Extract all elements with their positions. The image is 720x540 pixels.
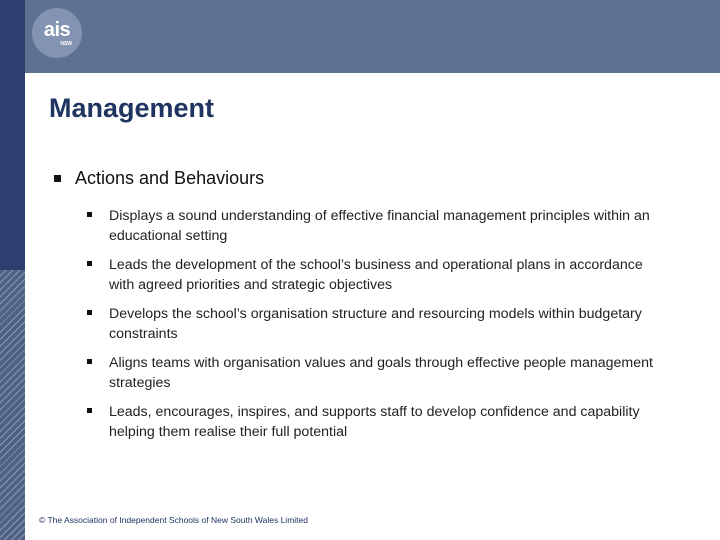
list-item-text: Aligns teams with organisation values and goals through effective people management strategies (109, 355, 653, 391)
list-item-text: Develops the school’s organisation structure and resourcing models within budgetary constraints (109, 306, 642, 342)
list-item (87, 256, 687, 295)
bullet-square-icon (54, 175, 61, 182)
list-item-text: Leads, encourages, inspires, and supports staff to develop confidence and capability helping them realise their full potential (109, 404, 640, 440)
bullet-square-icon (87, 408, 92, 413)
header-band (25, 0, 720, 73)
list-item-text: Leads the development of the school’s business and operational plans in accordance with agreed priorities and strategic objectives (109, 257, 643, 293)
sub-bullet-list (87, 207, 687, 452)
main-bullet-label: Actions and Behaviours (75, 168, 265, 188)
left-stripe-top (0, 0, 25, 270)
list-item (87, 207, 687, 246)
page-title: Management (49, 93, 215, 123)
list-item (87, 403, 687, 442)
bullet-square-icon (87, 261, 92, 266)
list-item (87, 305, 687, 344)
list-item (87, 354, 687, 393)
list-item-text: Displays a sound understanding of effective financial management principles within an educational setting (109, 208, 650, 244)
footer-copyright: © The Association of Independent Schools of New South Wales Limited (39, 515, 308, 525)
bullet-square-icon (87, 212, 92, 217)
bullet-square-icon (87, 359, 92, 364)
bullet-square-icon (87, 310, 92, 315)
left-decorative-stripe (0, 0, 25, 540)
logo-subtext: NSW (60, 41, 72, 47)
ais-logo (32, 8, 82, 58)
main-bullet (54, 168, 264, 189)
logo-text: ais (43, 18, 71, 41)
